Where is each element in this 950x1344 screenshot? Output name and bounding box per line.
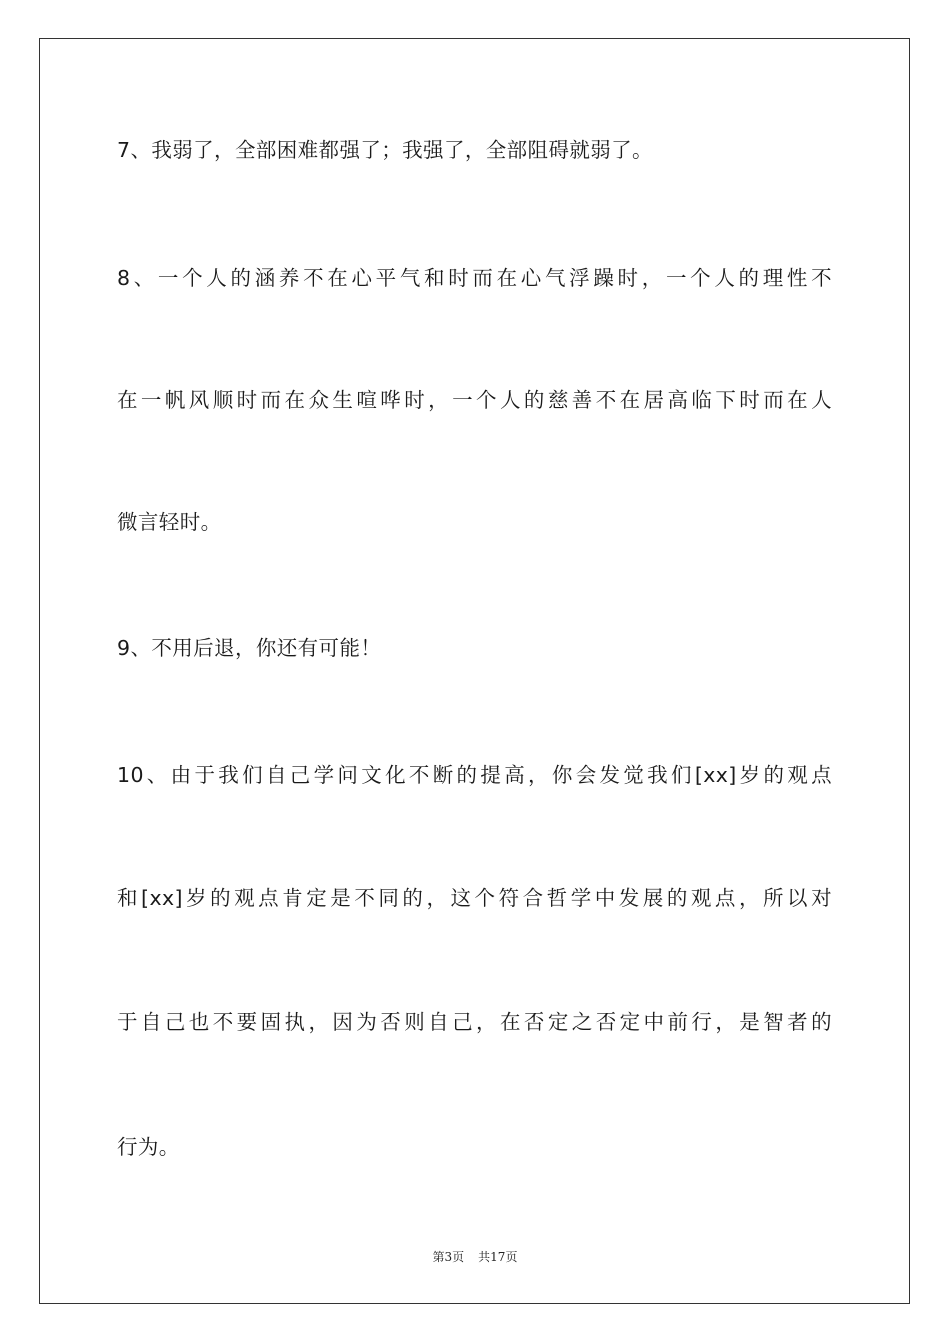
page-border: [39, 38, 910, 1304]
text-line: 10、由于我们自己学问文化不断的提高，你会发觉我们[xx]岁的观点: [117, 763, 832, 787]
page-number: 第3页: [432, 1250, 465, 1264]
text-line: 9、不用后退，你还有可能！: [117, 636, 382, 660]
page-total: 共17页: [478, 1250, 518, 1264]
page-footer: [0, 1248, 950, 1265]
text-line: 微言轻时。: [117, 510, 222, 534]
text-line: 在一帆风顺时而在众生喧哗时，一个人的慈善不在居高临下时而在人: [117, 388, 832, 412]
text-line: 8、一个人的涵养不在心平气和时而在心气浮躁时，一个人的理性不: [117, 266, 832, 290]
text-line: 于自己也不要固执，因为否则自己，在否定之否定中前行，是智者的: [117, 1010, 832, 1034]
text-line: 和[xx]岁的观点肯定是不同的，这个符合哲学中发展的观点，所以对: [117, 886, 832, 910]
text-line: 行为。: [117, 1135, 180, 1159]
text-line: 7、我弱了，全部困难都强了；我强了，全部阻碍就弱了。: [117, 138, 653, 162]
